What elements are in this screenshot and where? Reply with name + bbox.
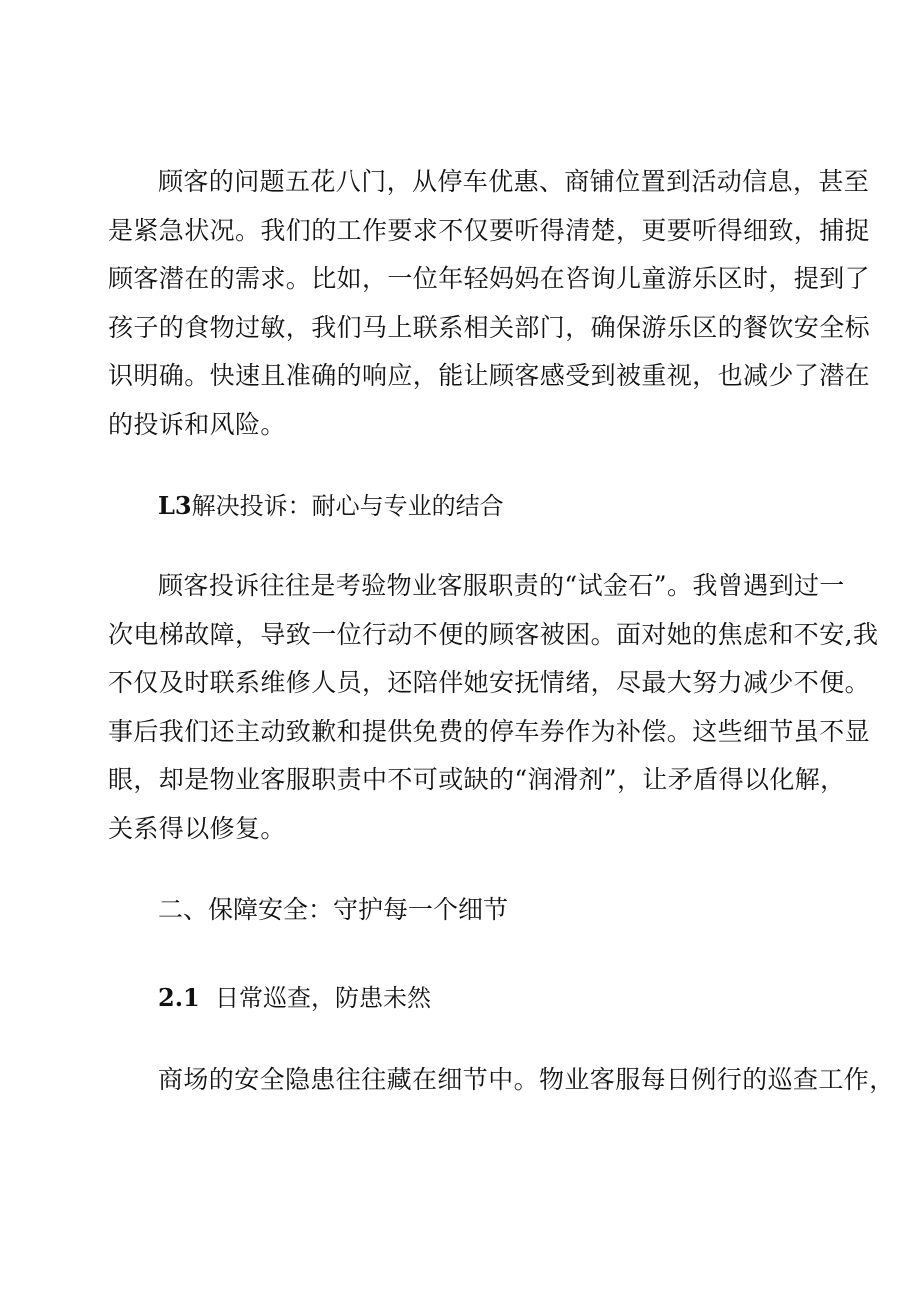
section-heading-2-1 (108, 980, 808, 1016)
paragraph-complaints (108, 562, 879, 853)
paragraph-line: 不仅及时联系维修人员，还陪伴她安抚情绪，尽最大努力减少不便。 (108, 668, 871, 697)
paragraph-line: 顾客的问题五花八门，从停车优惠、商铺位置到活动信息，甚至 (158, 167, 870, 196)
paragraph-line: 眼，却是物业客服职责中不可或缺的“润滑剂”，让矛盾得以化解， (108, 765, 846, 794)
section-number: L3 (158, 491, 192, 520)
paragraph-line: 是紧急状况。我们的工作要求不仅要听得清楚，更要听得细致，捕捉 (108, 215, 871, 245)
section-title: 二、保障安全：守护每一个细节 (158, 895, 509, 924)
paragraph-line: 关系得以修复。 (108, 813, 286, 843)
section-number: 2.1 (158, 983, 200, 1012)
section-heading-1-3 (108, 488, 808, 524)
paragraph-line: 商场的安全隐患往往藏在细节中。物业客服每日例行的巡查工作， (158, 1065, 895, 1094)
paragraph-line: 顾客潜在的需求。比如，一位年轻妈妈在咨询儿童游乐区时，提到了 (108, 264, 871, 293)
paragraph-line: 孩子的食物过敏，我们马上联系相关部门，确保游乐区的餐饮安全标 (108, 312, 871, 342)
paragraph-line: 次电梯故障，导致一位行动不便的顾客被困。面对她的焦虑和不安,我 (108, 619, 879, 649)
paragraph-line: 的投诉和风险。 (108, 409, 286, 439)
section-title: 解决投诉：耐心与专业的结合 (191, 492, 504, 520)
section-heading-2 (108, 892, 808, 928)
paragraph-line: 事后我们还主动致歉和提供免费的停车券作为补偿。这些细节虽不显 (108, 716, 871, 746)
paragraph-line: 顾客投诉往往是考验物业客服职责的“试金石”。我曾遇到过一 (158, 571, 845, 600)
paragraph-safety-inspection (108, 1056, 895, 1105)
paragraph-customer-needs (108, 158, 871, 449)
paragraph-line: 识明确。快速且准确的响应，能让顾客感受到被重视，也减少了潜在 (108, 361, 871, 390)
section-title: 日常巡查，防患未然 (215, 984, 432, 1012)
